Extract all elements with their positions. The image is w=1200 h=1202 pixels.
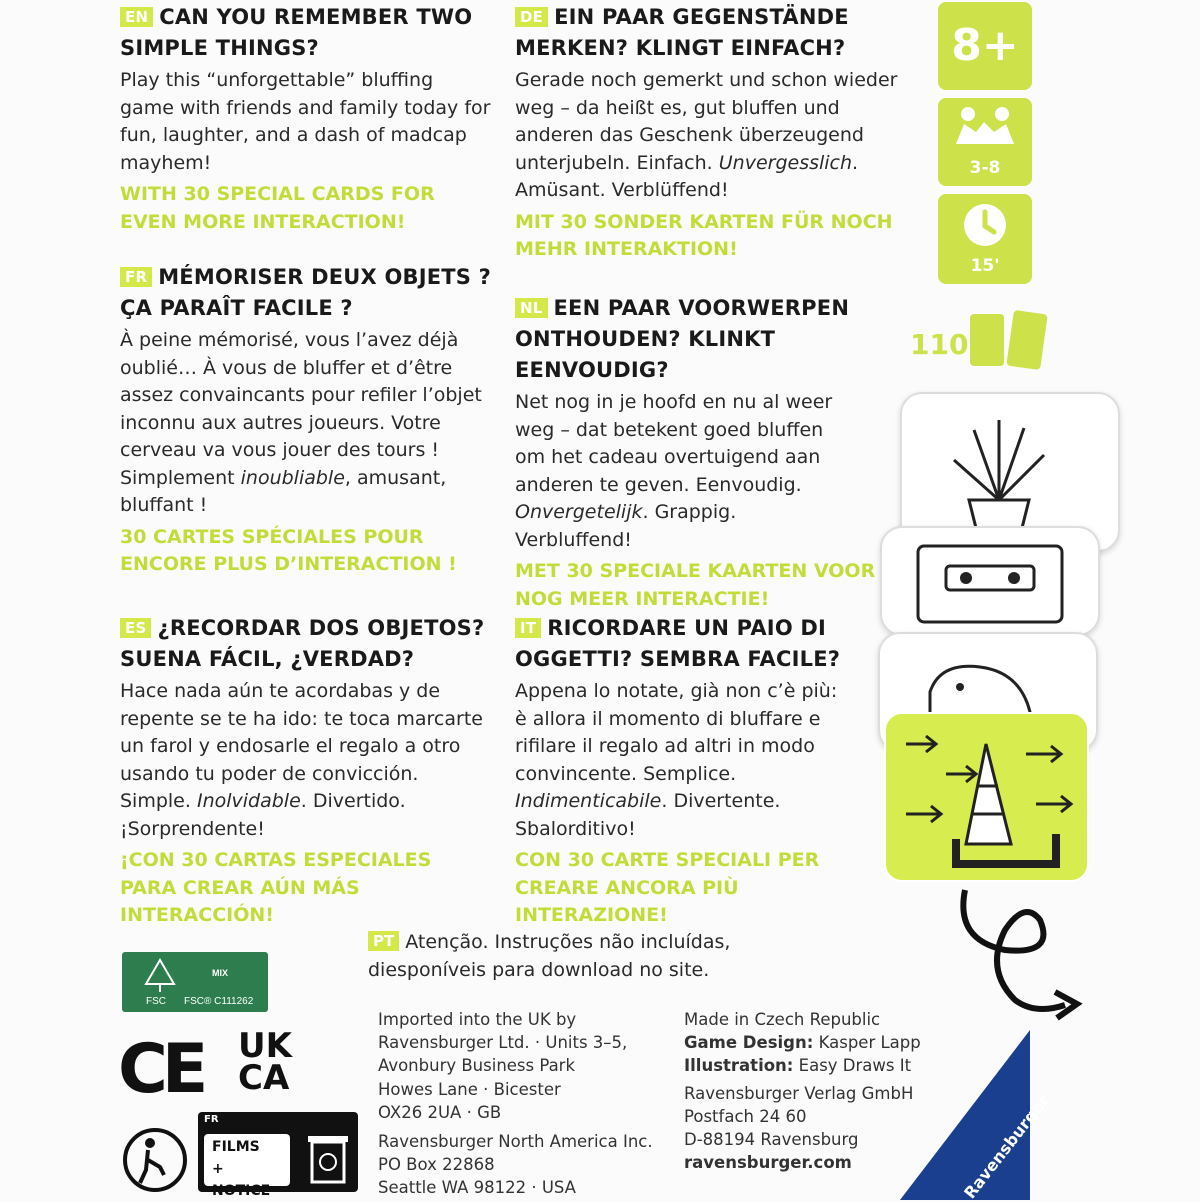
fsc-label: FSC [146, 996, 166, 1007]
section-title: DE EIN PAAR GEGENSTÄNDE MERKEN? KLINGT EINFACH? [515, 5, 849, 60]
arrows-icon [886, 714, 1086, 884]
section-fr [120, 262, 492, 579]
players-count: 3-8 [969, 158, 1001, 178]
bin-icon [306, 1132, 350, 1186]
importer-na: Ravensburger North America Inc. PO Box 22868 Seattle WA 98122 · USA [378, 1132, 653, 1198]
curly-arrow-icon [945, 880, 1095, 1030]
ce-mark: CE [118, 1030, 203, 1109]
importer-uk: Imported into the UK by Ravensburger Ltd. · Units 3–5, Avonbury Business Park Howes Lane · Bicester OX26 2UA · GB [378, 1010, 628, 1122]
brand-logo [900, 1030, 1053, 1202]
language-tag: DE [515, 7, 548, 27]
section-title: EN CAN YOU REMEMBER TWO SIMPLE THINGS? [120, 5, 473, 60]
card-count: 110 [910, 328, 969, 361]
clock-icon [960, 200, 1010, 250]
section-title: ES ¿RECORDAR DOS OBJETOS? SUENA FÁCIL, ¿VERDAD? [120, 616, 485, 671]
section-en [120, 2, 492, 236]
section-body: Appena lo notate, già non c’è più: è allora il momento di bluffare e rifilare il regalo ad altri in modo convincente. Semplice. Indimenticabile. Divertente. Sbalorditivo! [515, 680, 838, 840]
language-tag: PT [368, 931, 399, 951]
ukca-mark: UK CA [238, 1026, 292, 1098]
section-it [515, 613, 875, 930]
section-de [515, 2, 910, 264]
section-body: À peine mémorisé, vous l’avez déjà oublié… À vous de bluffer et d’être assez convaincants pour refiler l’objet inconnu aux autres joueurs. Votre cerveau va vous jouer des tours ! Simplement inoubliable, amusant, bluffant ! [120, 329, 482, 516]
card-special [884, 712, 1089, 882]
language-tag: NL [515, 298, 548, 318]
age-badge: 8+ [938, 2, 1032, 90]
recycle-label: FILMS + NOTICE [204, 1134, 290, 1186]
card-cassette [880, 526, 1100, 636]
time-badge [938, 194, 1032, 284]
language-tag: IT [515, 618, 541, 638]
time-value: 15' [970, 256, 1000, 276]
language-tag: EN [120, 7, 153, 27]
cards-icon [966, 310, 1048, 372]
section-title: NL EEN PAAR VOORWERPEN ONTHOUDEN? KLINKT EENVOUDIG? [515, 296, 850, 382]
section-body: Hace nada aún te acordabas y de repente se te ha ido: te toca marcarte un farol y endosarle el regalo a otro usando tu poder de convicción. Simple. Inolvidable. Divertido. ¡Sorprendente! [120, 680, 483, 840]
players-badge [938, 98, 1032, 186]
section-body: Gerade noch gemerkt und schon wieder weg – da heißt es, gut bluffen und anderen das Geschenk überzeugend unterjubeln. Einfach. Unvergesslich. Amüsant. Verblüffend! [515, 69, 898, 201]
players-icon [950, 104, 1020, 154]
section-highlight: 30 CARTES SPÉCIALES POUR ENCORE PLUS D’INTERACTION ! [120, 525, 457, 575]
tree-icon [140, 958, 180, 994]
credits: Made in Czech Republic Game Design: Kasper Lapp Illustration: Easy Draws It Ravensburger Verlag GmbH Postfach 24 60 D-88194 Ravensburg ravensburger.com [684, 1010, 921, 1173]
section-es [120, 613, 492, 930]
section-highlight: WITH 30 SPECIAL CARDS FOR EVEN MORE INTERACTION! [120, 183, 435, 233]
section-body: PT Atenção. Instruções não incluídas, diesponíveis para download no site. [368, 931, 731, 981]
section-body: Play this “unforgettable” bluffing game with friends and family today for fun, laughter, and a dash of madcap mayhem! [120, 69, 491, 174]
recycle-info [198, 1112, 358, 1199]
section-nl [515, 293, 905, 613]
section-body: Net nog in je hoofd en nu al weer weg – dat betekent goed bluffen om het cadeau overtuigend aan anderen te geven. Eenvoudig. Onvergetelijk. Grappig. Verbluffend! [515, 391, 833, 551]
section-title: FR MÉMORISER DEUX OBJETS ? ÇA PARAÎT FACILE ? [120, 265, 492, 320]
language-tag: ES [120, 618, 151, 638]
section-title: IT RICORDARE UN PAIO DI OGGETTI? SEMBRA FACILE? [515, 616, 841, 671]
fsc-logo [122, 952, 268, 1012]
section-highlight: MET 30 SPECIALE KAARTEN VOOR NOG MEER INTERACTIE! [515, 560, 876, 610]
brand-name: Ravensburger [960, 1091, 1053, 1202]
section-highlight: CON 30 CARTE SPECIALI PER CREARE ANCORA PIÙ INTERAZIONE! [515, 849, 820, 926]
recycle-person-icon [120, 1125, 190, 1195]
recycle-region: FR [204, 1114, 219, 1125]
cassette-icon [910, 532, 1070, 632]
fsc-code: FSC® C111262 [184, 996, 254, 1007]
section-highlight: ¡CON 30 CARTAS ESPECIALES PARA CREAR AÚN MÁS INTERACCIÓN! [120, 849, 432, 926]
section-pt [368, 929, 788, 984]
fsc-mix: MIX [212, 968, 229, 978]
section-highlight: MIT 30 SONDER KARTEN FÜR NOCH MEHR INTERAKTION! [515, 210, 893, 260]
language-tag: FR [120, 267, 152, 287]
